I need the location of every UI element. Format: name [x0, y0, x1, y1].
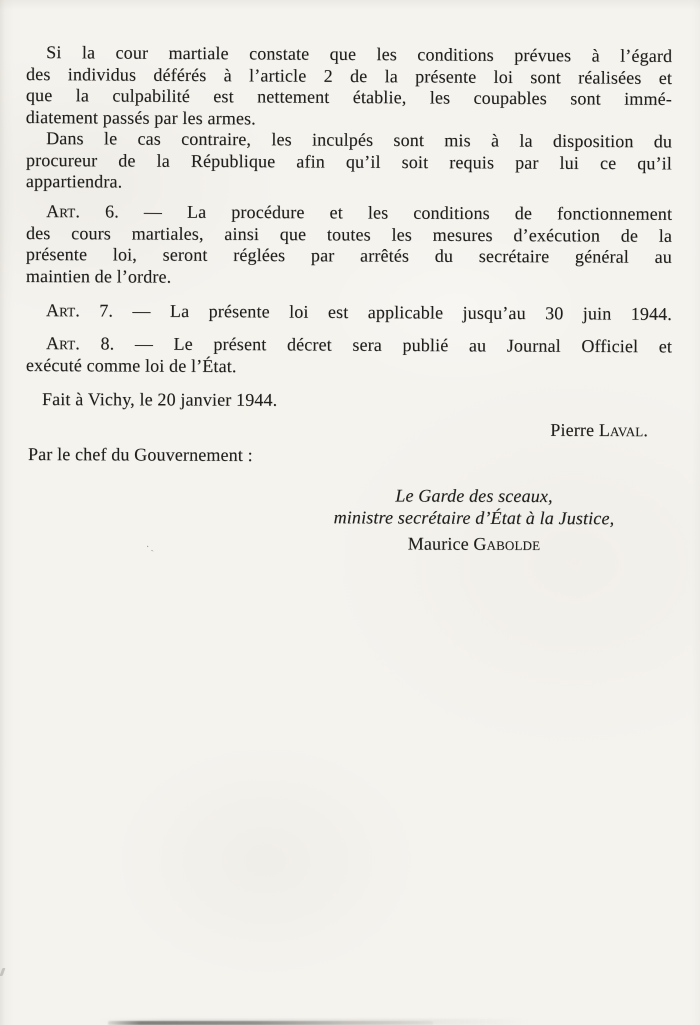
paragraph-article-8	[26, 333, 672, 379]
signer-last-name: Laval.	[598, 419, 649, 440]
signer-first-name: Maurice	[407, 533, 474, 554]
edge-speck	[0, 968, 5, 976]
text-line: Si la cour martiale constate que les conditions prévues à l’égard	[46, 42, 673, 66]
signer-first-name: Pierre	[550, 419, 599, 440]
signature-laval	[26, 418, 672, 442]
text-line	[26, 333, 672, 358]
text-line: exécuté comme loi de l’État.	[25, 354, 237, 376]
paragraph-article-6	[26, 201, 672, 290]
article-label: Art. 8. —	[46, 333, 174, 354]
minister-title-block	[254, 485, 694, 530]
title-line: Le Garde des sceaux,	[395, 484, 553, 506]
article-text: La présente loi est applicable jusqu’au 30 juin 1944.	[169, 300, 673, 324]
paragraph-article-7	[26, 300, 672, 325]
text-line	[26, 201, 672, 225]
text-line: que la culpabilité est nettement établie, les coupables sont immé-	[25, 85, 672, 109]
article-label: Art. 7. —	[45, 299, 171, 321]
authority-line: Par le chef du Gouvernement :	[27, 444, 253, 465]
text-line: des cours martiales, ainsi que toutes les mesures d’exécution de la	[26, 222, 673, 245]
text-line: présente loi, seront réglées par arrêtés du secrétaire général au	[25, 243, 672, 267]
signer-last-name: Gabolde	[473, 533, 541, 554]
article-label: Art. 6. —	[46, 200, 188, 222]
text-line: des individus déférés à l’article 2 de la présente loi sont réalisées et	[26, 63, 673, 88]
scan-smudge	[108, 1021, 433, 1025]
document-text-block	[26, 42, 672, 554]
article-text: La procédure et les conditions de fonctionnement	[186, 201, 673, 224]
text-line: procureur de la République afin qu’il soit requis par lui ce qu’il	[25, 149, 673, 173]
text-line: appartiendra.	[25, 170, 123, 192]
signature-gabolde	[254, 533, 694, 556]
place-date-line: Fait à Vichy, le 20 janvier 1944.	[41, 389, 278, 410]
title-line: ministre secrétaire d’État à la Justice,	[333, 506, 615, 528]
paragraph-court-martial	[26, 42, 673, 132]
paragraph-cas-contraire	[26, 128, 672, 196]
article-text: Le présent décret sera publié au Journal Officiel et	[173, 333, 673, 357]
text-line: Dans le cas contraire, les inculpés sont mis à la disposition du	[46, 128, 673, 152]
text-line: diatement passés par les armes.	[25, 106, 256, 128]
text-line	[26, 300, 672, 325]
text-line: maintien de l’ordre.	[25, 264, 172, 286]
